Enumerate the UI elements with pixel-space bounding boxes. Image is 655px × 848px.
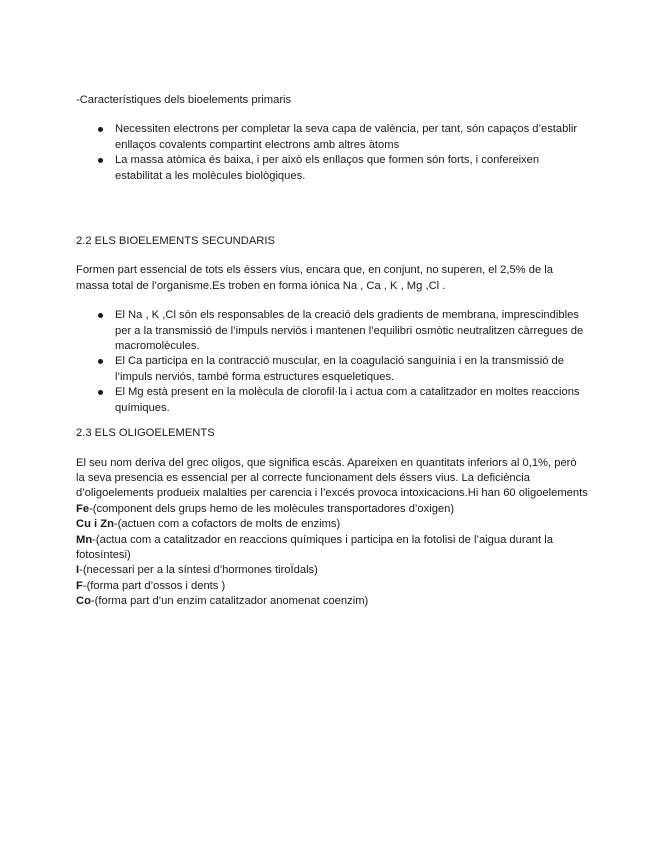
element-description: -(forma part d’ossos i dents ) [82, 579, 226, 592]
list-item-text: El Ca participa en la contracció muscular, en la coagulació sanguínia i en la transmissió de l’impuls nerviós, també forma estructures esqueletiques. [115, 355, 564, 383]
list-item-text: El Na , K ,Cl són els responsables de la creació dels gradients de membrana, imprescindibles per a la transmissió de l’impuls nerviós i mantenen l’equilibri osmòtic neutralitzen càrregues de macromolècules. [115, 309, 584, 353]
primary-bioelements-heading: -Característiques dels bioelements primaris [76, 94, 292, 106]
document-page [76, 93, 588, 610]
element-symbol: F [76, 579, 83, 592]
secondary-bioelements-list [76, 308, 588, 416]
element-description: -(actua com a catalitzador en reaccions químiques i participa en la fotolisi de l’aigua durant la fotosíntesi) [76, 533, 553, 561]
element-symbol: Fe [76, 502, 90, 515]
oligoelement-item [76, 579, 588, 594]
list-item-text: Necessiten electrons per completar la seva capa de valència, per tant, són capaços d’establir enllaços covalents compartint electrons amb altres àtoms [115, 123, 578, 151]
oligoelements-intro: El seu nom deriva del grec oligos, que significa escàs. Apareixen en quantitats inferiors al 0,1%, però la seva presencia es essencial per al correcte funcionament dels éssers vius. La deficiència d’oligoelements produeix malalties per carencia i l’excés provoca intoxicacions.Hi han 60 oligoelements [76, 456, 588, 500]
list-item [76, 354, 588, 385]
list-item [76, 308, 588, 354]
oligoelement-item [76, 533, 588, 564]
list-item-text: El Mg està present en la molècula de clorofil·la i actua com a catalitzador en moltes reaccions químiques. [115, 386, 580, 414]
oligoelement-item [76, 517, 588, 532]
element-description: -(actuen com a cofactors de molts de enzims) [113, 518, 341, 531]
list-item [76, 122, 588, 153]
list-item [76, 153, 588, 184]
bullet-icon [98, 313, 103, 318]
bullet-icon [98, 158, 103, 163]
element-symbol: Cu i Zn [76, 518, 114, 531]
element-description: -(forma part d’un enzim catalitzador anomenat coenzim) [90, 595, 369, 608]
oligoelements-heading: 2.3 ELS OLIGOELEMENTS [76, 427, 215, 440]
oligoelement-item [76, 502, 588, 517]
secondary-bioelements-heading: 2.2 ELS BIOELEMENTS SECUNDARIS [76, 235, 275, 248]
element-symbol: Co [76, 595, 91, 608]
element-symbol: I [76, 564, 80, 577]
bullet-icon [98, 127, 103, 132]
element-symbol: Mn [76, 533, 93, 546]
bullet-icon [98, 359, 103, 364]
secondary-bioelements-intro: Formen part essencial de tots els éssers vius, encara que, en conjunt, no superen, el 2,5% de la massa total de l’organisme.Es troben en forma iònica Na , Ca , K , Mg ,Cl . [76, 264, 553, 292]
list-item [76, 385, 588, 416]
oligoelement-item [76, 594, 588, 609]
element-description: -(necessari per a la síntesi d’hormones tiroÏdals) [79, 564, 318, 577]
primary-bioelements-list [76, 122, 588, 184]
element-description: -(component dels grups hemo de les molècules transportadores d’oxigen) [89, 502, 455, 515]
oligoelement-item [76, 563, 588, 578]
list-item-text: La massa atòmica és baixa, i per això els enllaços que formen són forts, i confereixen estabilitat a les molècules biològiques. [115, 154, 540, 182]
bullet-icon [98, 390, 103, 395]
